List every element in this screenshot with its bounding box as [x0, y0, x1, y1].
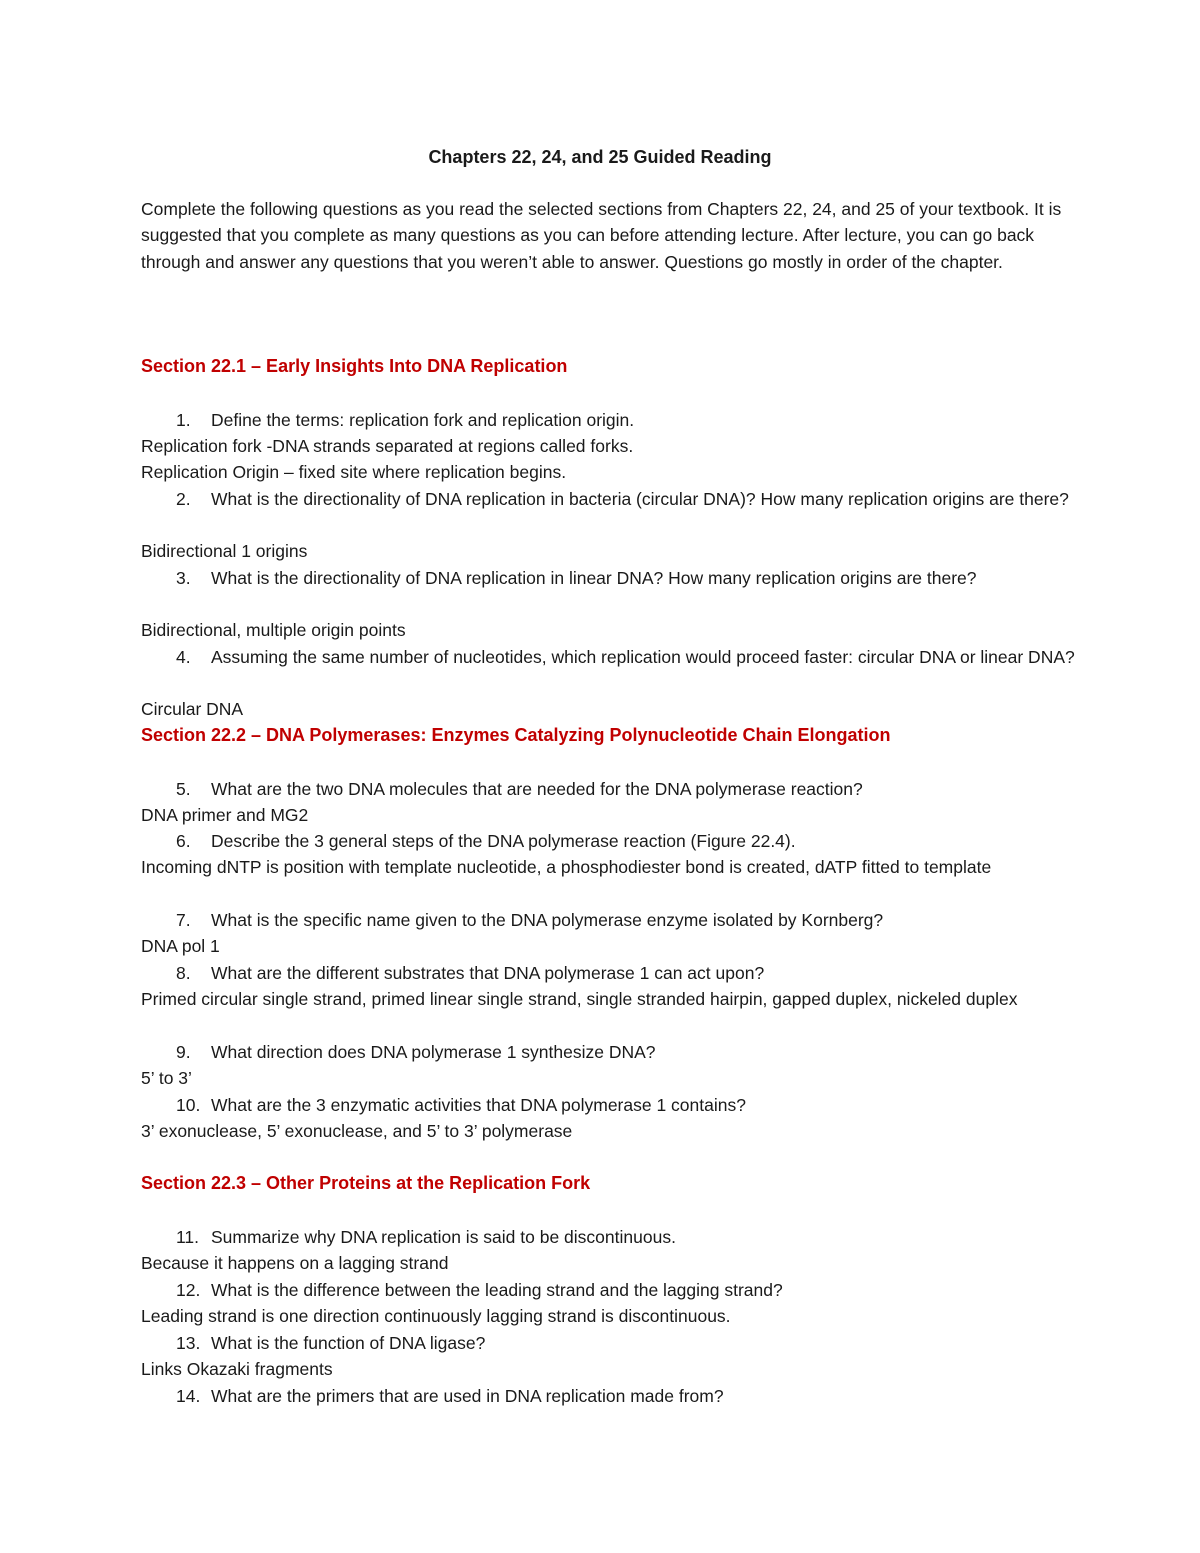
intro-paragraph: Complete the following questions as you read the selected sections from Chapters 22, 24, and 25 of your textbook. It is suggested that you complete as many questions as you can before attending lecture. After lecture, you can go back through and answer any questions that you weren’t able to answer. Questions go mostly in order of the chapter.	[141, 199, 1062, 272]
question-number: 6.	[176, 831, 191, 851]
section-heading-22-1: Section 22.1 – Early Insights Into DNA Replication	[141, 356, 568, 376]
question-text: What are the 3 enzymatic activities that DNA polymerase 1 contains?	[211, 1095, 746, 1115]
question-text: What is the directionality of DNA replication in linear DNA? How many replication origins are there?	[211, 568, 977, 588]
question-1	[176, 407, 1076, 433]
question-7	[176, 907, 1076, 933]
question-number: 12.	[176, 1280, 201, 1300]
question-5	[176, 776, 1076, 802]
question-11	[176, 1224, 1076, 1250]
question-text: Define the terms: replication fork and replication origin.	[211, 410, 635, 430]
question-number: 5.	[176, 779, 191, 799]
question-number: 10.	[176, 1095, 201, 1115]
question-8	[176, 960, 1076, 986]
question-12	[176, 1277, 1076, 1303]
question-6	[176, 828, 1076, 854]
question-9	[176, 1039, 1076, 1065]
question-number: 3.	[176, 568, 191, 588]
question-3	[176, 565, 1076, 591]
question-text: What are the two DNA molecules that are needed for the DNA polymerase reaction?	[211, 779, 863, 799]
question-text: What direction does DNA polymerase 1 synthesize DNA?	[211, 1042, 656, 1062]
question-14	[176, 1383, 1076, 1409]
question-text: Assuming the same number of nucleotides, which replication would proceed faster: circular DNA or linear DNA?	[211, 647, 1075, 667]
answer-3: Bidirectional, multiple origin points	[141, 620, 406, 640]
question-text: What is the specific name given to the DNA polymerase enzyme isolated by Kornberg?	[211, 910, 884, 930]
question-number: 9.	[176, 1042, 191, 1062]
question-text: What are the different substrates that DNA polymerase 1 can act upon?	[211, 963, 765, 983]
question-text: Summarize why DNA replication is said to be discontinuous.	[211, 1227, 676, 1247]
question-number: 14.	[176, 1386, 201, 1406]
answer-7: DNA pol 1	[141, 936, 220, 956]
question-text: What are the primers that are used in DNA replication made from?	[211, 1386, 724, 1406]
section-heading-22-2: Section 22.2 – DNA Polymerases: Enzymes Catalyzing Polynucleotide Chain Elongation	[141, 725, 891, 745]
answer-12: Leading strand is one direction continuously lagging strand is discontinuous.	[141, 1306, 731, 1326]
answer-4: Circular DNA	[141, 699, 244, 719]
question-number: 13.	[176, 1333, 201, 1353]
question-2	[176, 486, 1076, 512]
question-text: What is the function of DNA ligase?	[211, 1333, 486, 1353]
answer-1a: Replication fork -DNA strands separated at regions called forks.	[141, 436, 634, 456]
answer-8: Primed circular single strand, primed linear single strand, single stranded hairpin, gapped duplex, nickeled duplex	[141, 989, 1018, 1009]
answer-5: DNA primer and MG2	[141, 805, 309, 825]
question-4	[176, 644, 1076, 670]
question-10	[176, 1092, 1076, 1118]
answer-9: 5’ to 3’	[141, 1068, 192, 1088]
question-number: 4.	[176, 647, 191, 667]
question-13	[176, 1330, 1076, 1356]
answer-13: Links Okazaki fragments	[141, 1359, 333, 1379]
section-heading-22-3: Section 22.3 – Other Proteins at the Replication Fork	[141, 1173, 591, 1193]
question-number: 2.	[176, 489, 191, 509]
question-number: 11.	[176, 1227, 200, 1247]
question-text: Describe the 3 general steps of the DNA polymerase reaction (Figure 22.4).	[211, 831, 796, 851]
answer-1b: Replication Origin – fixed site where replication begins.	[141, 462, 567, 482]
question-text: What is the difference between the leading strand and the lagging strand?	[211, 1280, 783, 1300]
answer-2: Bidirectional 1 origins	[141, 541, 308, 561]
question-number: 1.	[176, 410, 191, 430]
question-number: 8.	[176, 963, 191, 983]
question-text: What is the directionality of DNA replication in bacteria (circular DNA)? How many replication origins are there?	[211, 489, 1069, 509]
answer-11: Because it happens on a lagging strand	[141, 1253, 449, 1273]
question-number: 7.	[176, 910, 191, 930]
answer-6: Incoming dNTP is position with template nucleotide, a phosphodiester bond is created, dATP fitted to template	[141, 857, 992, 877]
answer-10: 3’ exonuclease, 5’ exonuclease, and 5’ to 3’ polymerase	[141, 1121, 573, 1141]
page-title: Chapters 22, 24, and 25 Guided Reading	[428, 147, 772, 167]
